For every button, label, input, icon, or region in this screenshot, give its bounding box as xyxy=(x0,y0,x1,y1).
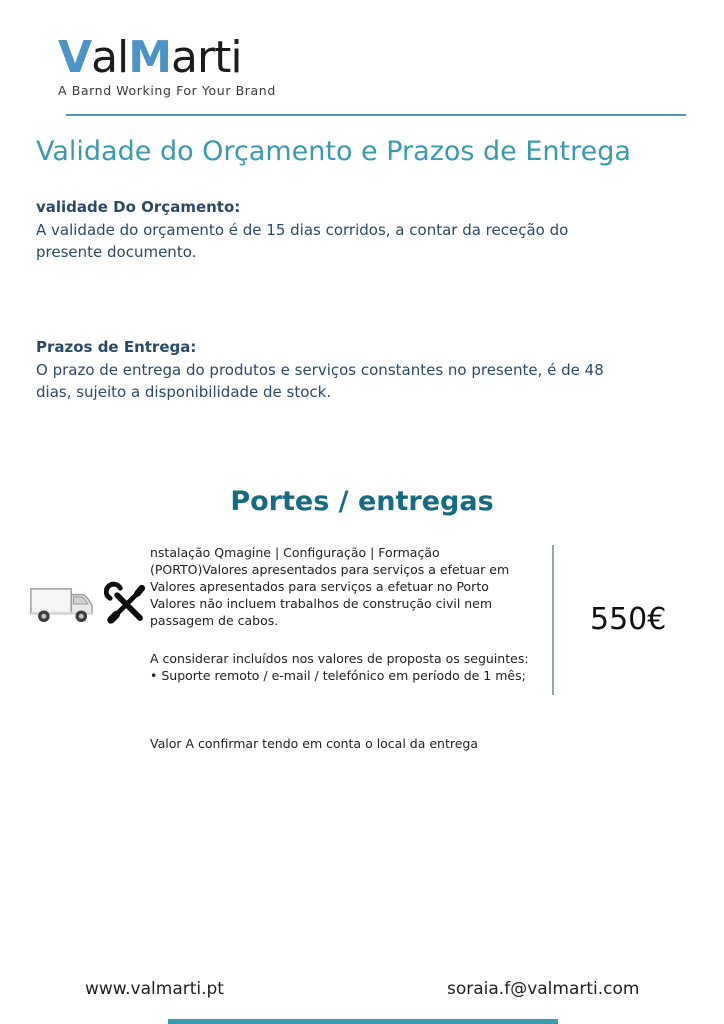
validade-heading: validade Do Orçamento: xyxy=(36,198,241,216)
portes-considerations xyxy=(150,650,550,684)
portes-considerations-line: • Suporte remoto / e-mail / telefónico em período de 1 mês; xyxy=(150,668,526,683)
portes-icons xyxy=(28,578,143,634)
portes-heading: Portes / entregas xyxy=(230,486,494,517)
section-prazos xyxy=(36,336,621,404)
footer-website-link: www.valmarti.pt xyxy=(85,979,224,999)
delivery-truck-icon xyxy=(28,578,100,634)
portes-description-line: Valores não incluem trabalhos de construção civil nem xyxy=(150,596,493,611)
page-title: Validade do Orçamento e Prazos de Entrega xyxy=(36,136,631,167)
logo-wordmark xyxy=(58,34,276,82)
prazos-heading: Prazos de Entrega: xyxy=(36,338,197,356)
footer-email-link: soraia.f@valmarti.com xyxy=(447,979,640,999)
tools-icon xyxy=(104,580,148,632)
price-divider-line xyxy=(552,545,554,695)
price-value: 550€ xyxy=(590,602,667,637)
logo-letter-v: V xyxy=(58,32,92,83)
company-logo xyxy=(58,34,276,98)
portes-description-line: Valores apresentados para serviços a efetuar no Porto xyxy=(150,579,489,594)
portes-description-line: passagem de cabos. xyxy=(150,613,279,628)
header-divider-line xyxy=(66,114,686,116)
logo-tagline: A Barnd Working For Your Brand xyxy=(58,83,276,99)
logo-letter-m: M xyxy=(128,32,172,83)
portes-description xyxy=(150,544,550,629)
validade-body: A validade do orçamento é de 15 dias corridos, a contar da receção do presente documento. xyxy=(36,220,569,261)
section-validade xyxy=(36,196,621,264)
portes-considerations-line: A considerar incluídos nos valores de proposta os seguintes: xyxy=(150,651,529,666)
portes-description-line: (PORTO)Valores apresentados para serviços a efetuar em xyxy=(150,562,510,577)
delivery-note: Valor A confirmar tendo em conta o local da entrega xyxy=(150,736,479,751)
prazos-body: O prazo de entrega do produtos e serviços constantes no presente, é de 48 dias, sujeito a disponibilidade de stock. xyxy=(36,360,604,401)
portes-description-line: nstalação Qmagine | Configuração | Formação xyxy=(150,545,440,560)
footer-accent-bar xyxy=(168,1019,558,1024)
logo-letters-al: al xyxy=(91,32,129,83)
logo-letters-arti: arti xyxy=(171,32,242,83)
